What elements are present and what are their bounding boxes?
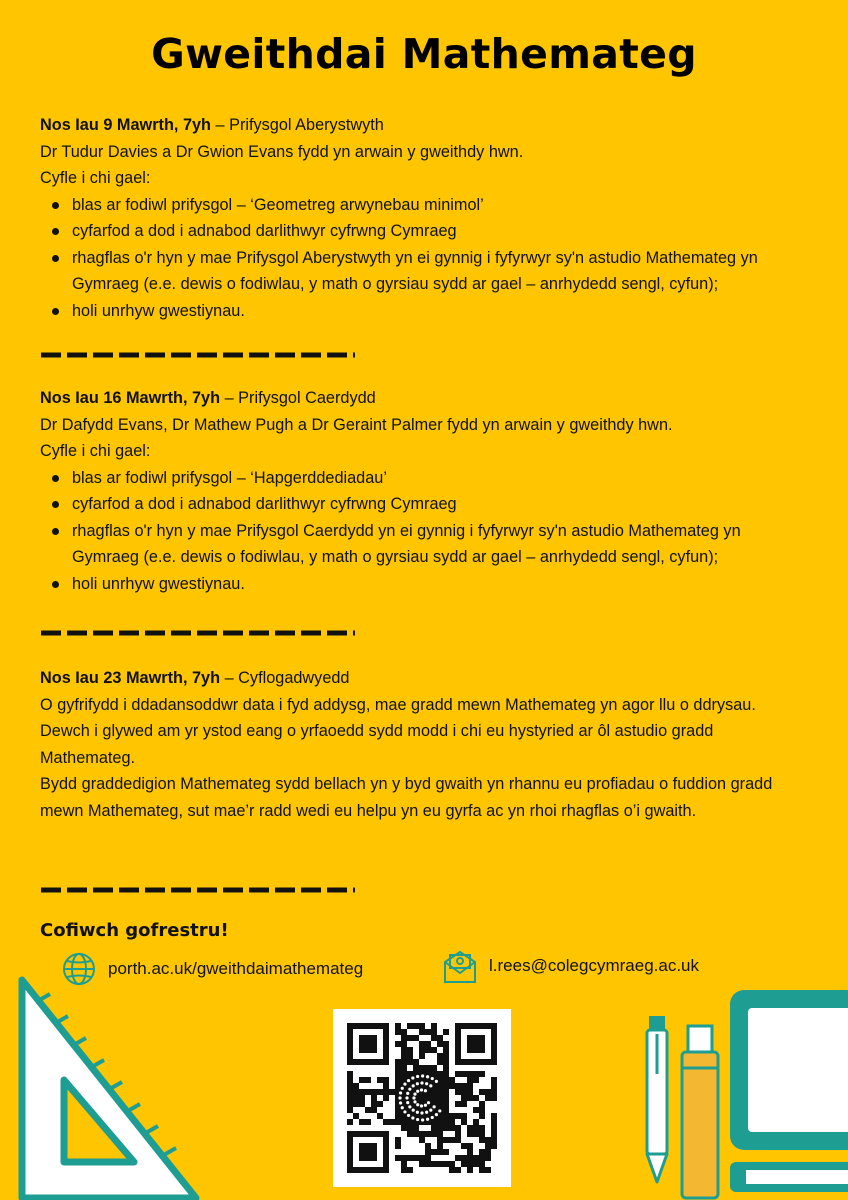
- set-square-icon: [14, 972, 204, 1200]
- dashed-divider: [41, 352, 355, 358]
- section-intro: Dr Dafydd Evans, Dr Mathew Pugh a Dr Geraint Palmer fydd yn arwain y gweithdy hwn.: [40, 415, 673, 434]
- highlighter-icon: [678, 1024, 722, 1200]
- list-item: holi unrhyw gwestiynau.: [72, 298, 810, 325]
- list-item: rhagflas o'r hyn y mae Prifysgol Caerdydd yn ei gynnig i fyfyrwyr sy'n astudio Mathemateg yn Gymraeg (e.e. dewis o fodiwlau, y math o gyrsiau sydd ar gael – anrhydedd sengl, cyfun);: [72, 518, 810, 571]
- section-lead: Cyfle i chi gael:: [40, 442, 151, 460]
- workshop-section-2: [40, 385, 810, 597]
- bullet-list: [40, 192, 810, 325]
- workshop-section-1: [40, 112, 810, 324]
- section-heading: Nos Iau 9 Mawrth, 7yh – Prifysgol Aberystwyth: [40, 116, 384, 134]
- list-item: rhagflas o'r hyn y mae Prifysgol Aberystwyth yn ei gynnig i fyfyrwyr sy'n astudio Mathemateg yn Gymraeg (e.e. dewis o fodiwlau, y math o gyrsiau sydd ar gael – anrhydedd sengl, cyfun);: [72, 245, 810, 298]
- qr-code-pattern: [333, 1009, 511, 1187]
- list-item: cyfarfod a dod i adnabod darlithwyr cyfrwng Cymraeg: [72, 491, 810, 518]
- dashed-divider: [41, 630, 355, 636]
- list-item: blas ar fodiwl prifysgol – ‘Hapgerddediadau’: [72, 465, 810, 492]
- pencil-icon: [644, 1014, 670, 1186]
- workshop-section-3: [40, 665, 810, 824]
- email-contact[interactable]: [443, 948, 699, 984]
- qr-code[interactable]: [333, 1009, 511, 1187]
- section-heading: Nos Iau 23 Mawrth, 7yh – Cyflogadwyedd: [40, 669, 350, 687]
- list-item: cyfarfod a dod i adnabod darlithwyr cyfrwng Cymraeg: [72, 218, 810, 245]
- list-item: holi unrhyw gwestiynau.: [72, 571, 810, 598]
- section-intro: Dr Tudur Davies a Dr Gwion Evans fydd yn arwain y gweithdy hwn.: [40, 142, 524, 161]
- website-link[interactable]: porth.ac.uk/gweithdaimathemateg: [108, 959, 364, 978]
- section-heading: Nos Iau 16 Mawrth, 7yh – Prifysgol Caerdydd: [40, 389, 376, 407]
- bullet-list: [40, 465, 810, 598]
- list-item: blas ar fodiwl prifysgol – ‘Geometreg arwynebau minimol’: [72, 192, 810, 219]
- page-title: Gweithdai Mathemateg: [151, 30, 697, 78]
- email-link[interactable]: l.rees@colegcymraeg.ac.uk: [489, 956, 700, 975]
- section-paragraph: O gyfrifydd i ddadansoddwr data i fyd addysg, mae gradd mewn Mathemateg yn agor llu o ddrysau. Dewch i glywed am yr ystod eang o yrfaoedd sydd modd i chi eu hystyried ar ôl astudio gradd Mathemateg.: [40, 695, 756, 767]
- laptop-icon: [722, 984, 848, 1200]
- section-lead: Cyfle i chi gael:: [40, 169, 151, 187]
- section-paragraph: Bydd graddedigion Mathemateg sydd bellach yn y byd gwaith yn rhannu eu profiadau o fuddion gradd mewn Mathemateg, sut mae’r radd wedi eu helpu yn eu gyrfa ac yn rhoi rhagflas o’i gwaith.: [40, 775, 773, 820]
- email-icon: [443, 948, 477, 984]
- dashed-divider: [41, 887, 355, 893]
- register-reminder: Cofiwch gofrestru!: [40, 920, 229, 941]
